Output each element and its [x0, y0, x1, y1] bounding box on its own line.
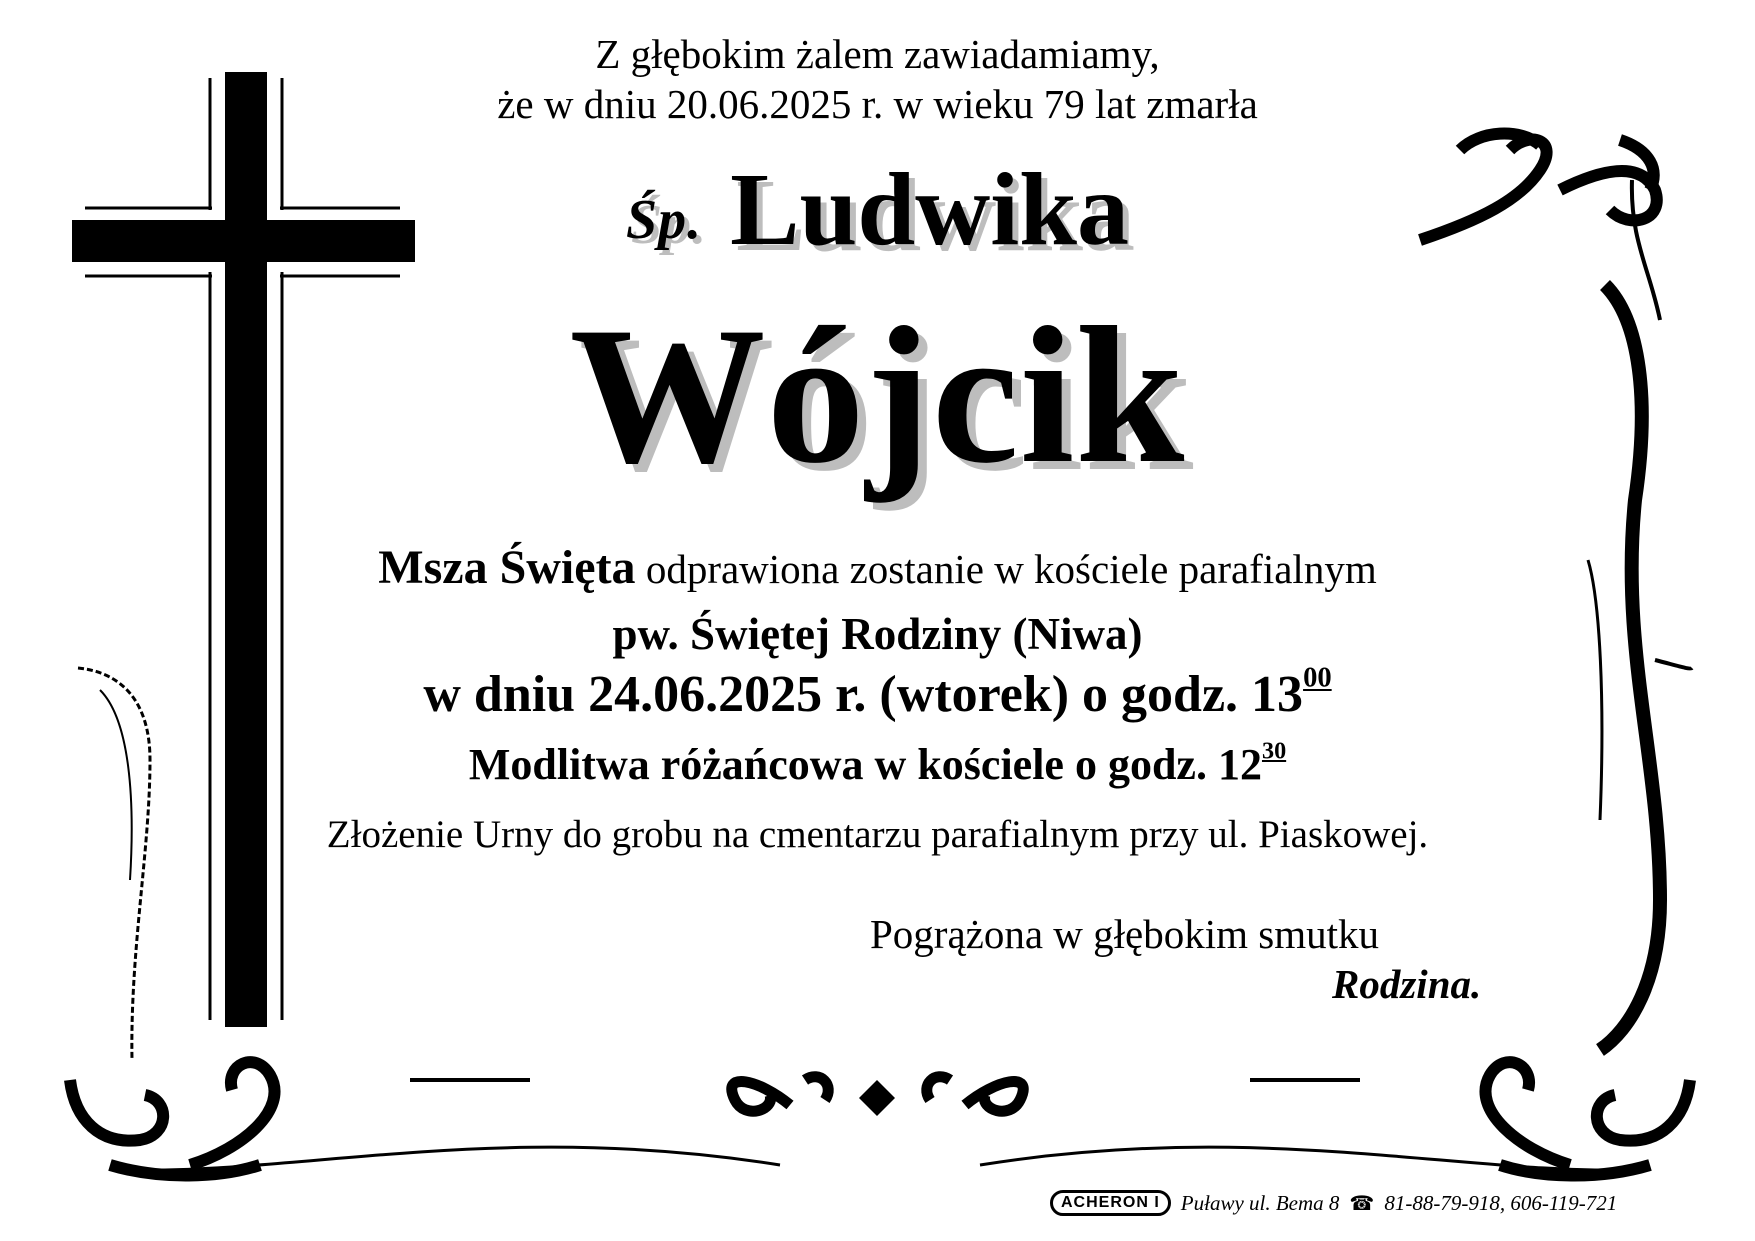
burial-line: Złożenie Urny do grobu na cmentarzu parafialnym przy ul. Piaskowej. — [326, 813, 1429, 856]
rosary-minutes: 30 — [1261, 737, 1287, 765]
sp-prefix: Śp. — [625, 189, 703, 251]
mass-date-line — [0, 662, 1755, 724]
mass-text: odprawiona zostanie w kościele parafialnym — [635, 546, 1377, 592]
mass-line — [0, 540, 1755, 595]
rosary-text: Modlitwa różańcowa w kościele o godz. 12 — [468, 740, 1262, 789]
diamond-icon — [859, 1080, 895, 1116]
grief-line: Pogrążona w głębokim smutku — [870, 911, 1380, 957]
telephone-icon: ☎ — [1349, 1192, 1375, 1215]
church-name: pw. Świętej Rodziny (Niwa) — [612, 609, 1143, 659]
footer-phones: 81-88-79-918, 606-119-721 — [1384, 1190, 1618, 1215]
rosary-line — [0, 739, 1755, 790]
intro-line-1: Z głębokim żalem zawiadamiamy, — [595, 31, 1160, 77]
mass-title: Msza Święta — [378, 541, 636, 594]
deceased-surname: Wójcik — [569, 287, 1186, 504]
brand-logo: ACHERON I — [1050, 1190, 1171, 1216]
mass-minutes: 00 — [1303, 662, 1332, 694]
mass-date: w dniu 24.06.2025 r. (wtorek) o godz. 13 — [423, 666, 1304, 723]
footer — [1050, 1188, 1617, 1218]
intro-line-2: że w dniu 20.06.2025 r. w wieku 79 lat zmarła — [497, 81, 1258, 127]
deceased-first-name: Ludwika — [730, 152, 1130, 267]
deceased-first-name-line — [0, 150, 1755, 267]
footer-address: Puławy ul. Bema 8 — [1180, 1190, 1340, 1215]
family-signature: Rodzina. — [1332, 961, 1482, 1007]
